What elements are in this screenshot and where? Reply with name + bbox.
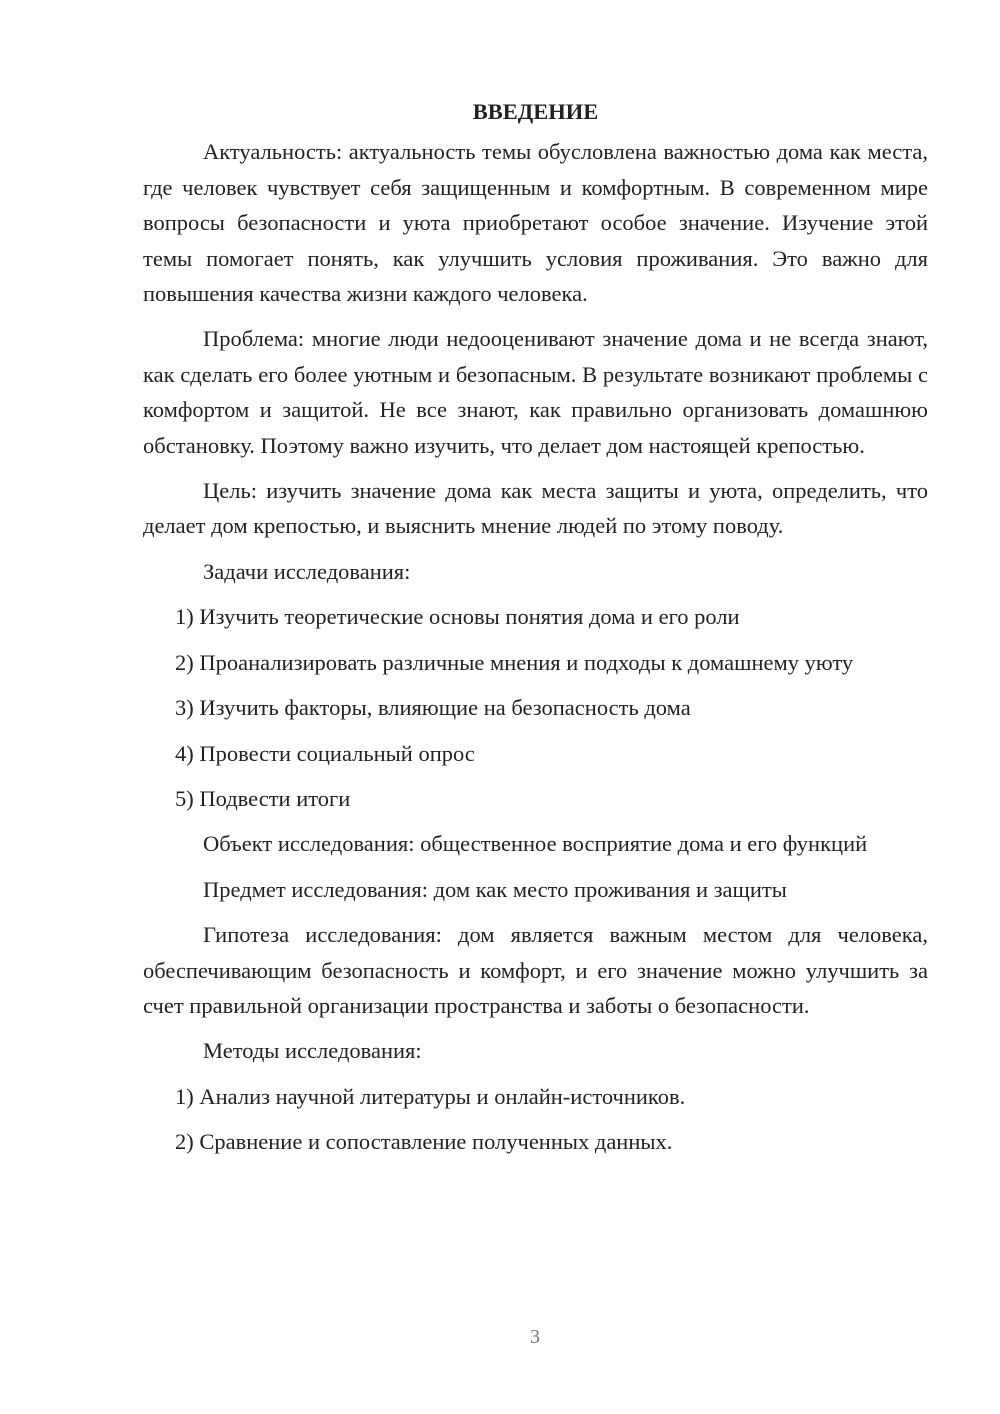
problem-paragraph: Проблема: многие люди недооценивают значение дома и не всегда знают, как сделать его более уютным и безопасным. В результате возникают проблемы с комфортом и защитой. Не все знают, как правильно организовать домашнюю обстановку. Поэтому важно изучить, что делает дом настоящей крепостью. xyxy=(143,326,928,458)
relevance-paragraph: Актуальность: актуальность темы обусловлена важностью дома как места, где человек чувствует себя защищенным и комфортным. В современном мире вопросы безопасности и уюта приобретают особое значение. Изучение этой темы помогает понять, как улучшить условия проживания. Это важно для повышения качества жизни каждого человека. xyxy=(143,139,928,307)
list-item: 1) Изучить теоретические основы понятия дома и его роли xyxy=(175,604,740,630)
section-title: ВВЕДЕНИЕ xyxy=(472,99,599,124)
tasks-list xyxy=(143,599,928,816)
methods-list xyxy=(143,1079,928,1160)
list-item: 5) Подвести итоги xyxy=(175,785,351,811)
tasks-heading: Задачи исследования: xyxy=(203,558,411,584)
goal-paragraph: Цель: изучить значение дома как места защиты и уюта, определить, что делает дом крепостью, и выяснить мнение людей по этому поводу. xyxy=(143,478,928,539)
list-item: 2) Проанализировать различные мнения и подходы к домашнему уюту xyxy=(175,649,854,675)
hypothesis-paragraph: Гипотеза исследования: дом является важным местом для человека, обеспечивающим безопасность и комфорт, и его значение можно улучшить за счет правильной организации пространства и заботы о безопасности. xyxy=(143,922,928,1018)
methods-heading: Методы исследования: xyxy=(203,1038,422,1064)
list-item: 2) Сравнение и сопоставление полученных данных. xyxy=(175,1129,673,1155)
list-item: 3) Изучить факторы, влияющие на безопасность дома xyxy=(175,695,691,721)
subject-paragraph: Предмет исследования: дом как место проживания и защиты xyxy=(203,876,787,902)
list-item: 4) Провести социальный опрос xyxy=(175,740,475,766)
page-number: 3 xyxy=(530,1326,540,1348)
object-paragraph: Объект исследования: общественное восприятие дома и его функций xyxy=(203,831,868,857)
document-page xyxy=(143,94,928,1170)
list-item: 1) Анализ научной литературы и онлайн-источников. xyxy=(175,1083,686,1109)
